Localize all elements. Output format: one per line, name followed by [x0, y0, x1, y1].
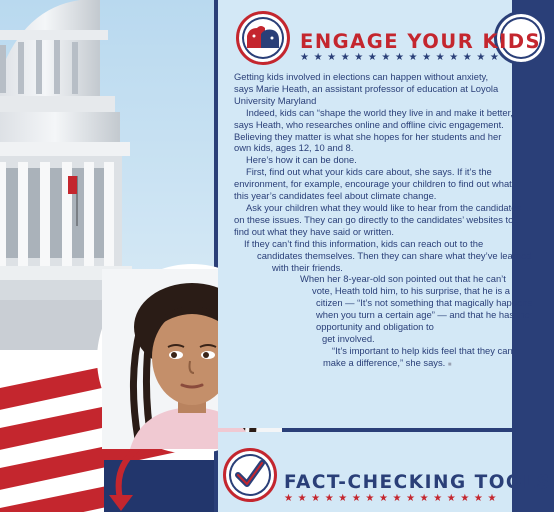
article-line: candidates themselves. Then they can share what they’ve learned — [257, 249, 532, 261]
article-line: get involved. — [322, 332, 375, 344]
article-line: says Heath, who researches online and offline civic engagement. — [234, 118, 504, 130]
article-line: when you turn a certain age” — and that he has the — [316, 309, 530, 321]
article-line: opportunity and obligation to — [316, 321, 434, 333]
article-line: Ask your children what they would like to hear from the candidates — [246, 201, 522, 213]
article-line: “It’s important to help kids feel that they can — [332, 344, 513, 356]
article-line: When her 8-year-old son pointed out that he can’t — [300, 273, 506, 285]
party-mascots-badge-icon — [236, 11, 290, 65]
article-line: environment, for example, encourage your children to find out what — [234, 178, 512, 190]
article-line: own kids, ages 12, 10 and 8. — [234, 142, 354, 154]
article-line: with their friends. — [272, 261, 343, 273]
engage-your-kids-panel — [218, 0, 542, 428]
article-line: If they can’t find this information, kids can reach out to the — [244, 237, 484, 249]
article-body — [234, 71, 554, 372]
article-line: citizen — “It’s not something that magically happens — [316, 297, 533, 309]
fact-checking-heading: FACT-CHECKING TOOLS — [284, 472, 552, 493]
article-line: Here’s how it can be done. — [246, 154, 357, 166]
article-line: find out what they have said or written. — [234, 225, 394, 237]
article-line: Getting kids involved in elections can happen without anxiety, — [234, 71, 489, 82]
fact-stars-divider: ★★★★★★★★★★★★★★★★ — [284, 493, 502, 504]
article-line: Indeed, kids can “shape the world they live in and make it better,” — [246, 106, 516, 118]
checkmark-badge-icon — [223, 448, 277, 502]
engage-stars-divider: ★★★★★★★★★★★★★★★ — [300, 52, 504, 63]
end-mark-icon: ■ — [447, 361, 452, 368]
article-line: Believing they matter is what she hopes for her students and her — [234, 130, 502, 142]
article-line: on these issues. They can go directly to the candidates’ websites to — [234, 213, 514, 225]
article-line: First, find out what your kids care about, she says. If it’s the — [246, 166, 492, 178]
article-line — [234, 357, 554, 372]
article-line: University Maryland — [234, 94, 317, 106]
article-line: this year’s candidates feel about climate change. — [234, 190, 437, 202]
article-line-text: make a difference,” she says. — [323, 356, 446, 368]
article-line: says Marie Heath, an assistant professor of education at Loyola — [234, 82, 499, 94]
curved-arrow-icon — [105, 445, 145, 512]
fact-checking-tools-panel — [218, 432, 552, 512]
engage-heading: ENGAGE YOUR KIDS — [300, 30, 542, 53]
article-line: vote, Heath told him, to his surprise, that he is a — [312, 285, 511, 297]
